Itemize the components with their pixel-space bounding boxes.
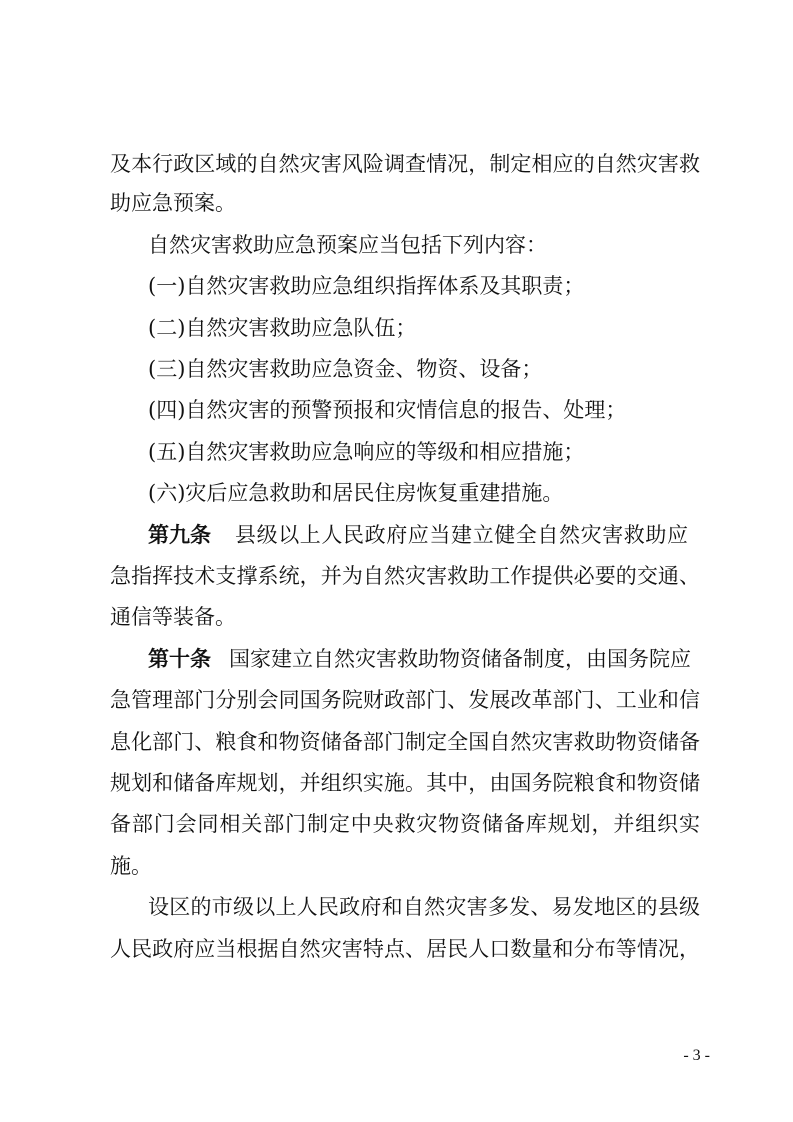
list-item: (二)自然灾害救助应急队伍； [148,316,417,340]
list-item: (五)自然灾害救助应急响应的等级和相应措施； [148,440,585,464]
article-10-title: 第十条 [148,647,211,671]
article-9-first-line [148,523,700,547]
paragraph-line: 规划和储备库规划，并组织实施。其中，由国务院粮食和物资储 [110,771,700,795]
paragraph-line: 急管理部门分别会同国务院财政部门、发展改革部门、工业和信 [110,688,700,712]
paragraph-line: 备部门会同相关部门制定中央救灾物资储备库规划，并组织实 [110,812,700,836]
paragraph-line: 人民政府应当根据自然灾害特点、居民人口数量和分布等情况， [110,937,700,961]
paragraph-line: 自然灾害救助应急预案应当包括下列内容： [148,233,547,257]
paragraph-line: 息化部门、粮食和物资储备部门制定全国自然灾害救助物资储备 [110,730,700,754]
article-10-text: 国家建立自然灾害救助物资储备制度，由国务院应 [229,647,691,671]
page-number: - 3 - [683,1047,710,1064]
article-9-text: 县级以上人民政府应当建立健全自然灾害救助应 [235,523,689,547]
paragraph-line: 助应急预案。 [110,191,236,215]
article-9-title: 第九条 [148,523,211,547]
article-10-first-line [148,647,700,671]
paragraph-line: 施。 [110,854,152,878]
list-item: (六)灾后应急救助和居民住房恢复重建措施。 [148,481,564,505]
list-item: (一)自然灾害救助应急组织指挥体系及其职责； [148,274,585,298]
list-item: (三)自然灾害救助应急资金、物资、设备； [148,357,543,381]
paragraph-line: 急指挥技术支撑系统，并为自然灾害救助工作提供必要的交通、 [110,564,700,588]
paragraph-line: 及本行政区域的自然灾害风险调查情况，制定相应的自然灾害救 [110,152,700,176]
paragraph-line: 通信等装备。 [110,605,236,629]
paragraph-line: 设区的市级以上人民政府和自然灾害多发、易发地区的县级 [148,895,700,919]
list-item: (四)自然灾害的预警预报和灾情信息的报告、处理； [148,398,627,422]
